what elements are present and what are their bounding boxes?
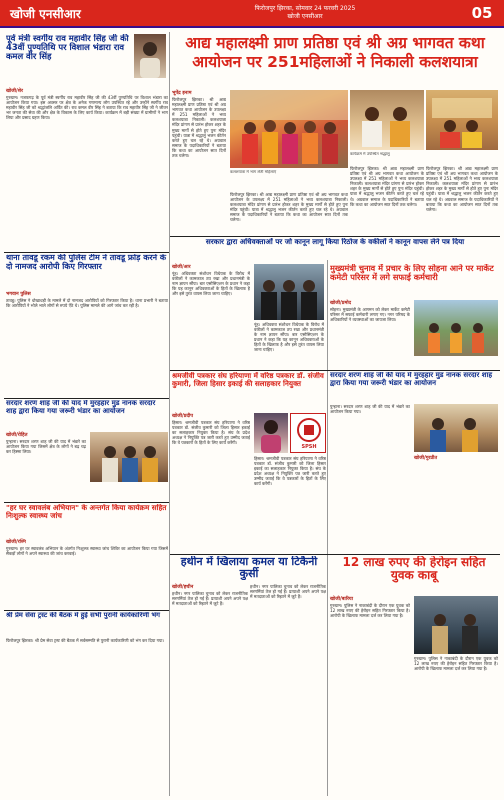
column-divider	[169, 32, 170, 796]
lead-body-col4: फिरोजपुर झिरका। श्री आद्य महालक्ष्मी प्राण प्रतिष्ठा एवं श्री अग्र भागवत कथा आयोजन के उपलक्ष्य में 251 महिलाओं ने भव्य कलशयात्रा निकाली। कलशयात्रा मंदिर प्रांगण से प्रारंभ होकर शहर के मुख्य मार्गों से होते हुए पुनः मंदिर पहुंची। यात्रा में श्रद्धालु भजन कीर्तन करते हुए चल रहे थे। अग्रवाल समाज के पदाधिकारियों ने बताया कि कथा का आयोजन सात दिनों तक चलेगा।	[230, 192, 348, 223]
masthead	[0, 0, 504, 26]
story-3-headline: सरकार द्वारा अधिवक्ताओं पर जो कानून लागू किया रिठोज के वकीलों ने कानून वापस लेने पत्र दिया	[205, 238, 465, 246]
story-4-body: तावडू। पुलिस ने धोखाधड़ी के मामले में दो नामजद आरोपियों को गिरफ्तार किया है। थाना प्रभारी ने बताया कि आरोपियों ने भोले भाले लोगों से रुपये ऐंठे थे। पुलिस मामले की आगे जांच कर रही है।	[6, 298, 168, 309]
story-6-portrait	[254, 413, 288, 453]
paper-name: खोजी एनसीआर	[10, 6, 81, 21]
portrait-icon	[254, 413, 288, 453]
story-3-body-col2: नूंह। अधिवक्ता संशोधन विधेयक के विरोध में वकीलों ने कामकाज ठप रखा और प्रधानमंत्री के नाम ज्ञापन सौंपा। बार एसोसिएशन के प्रधान ने कहा कि यह कानून अधिवक्ताओं के हितों के खिलाफ है और इसे तुरंत वापस लिया जाना चाहिए।	[254, 322, 324, 353]
section-divider	[4, 502, 169, 503]
portrait-icon	[134, 34, 166, 78]
story-1-body: गुरुग्राम। नजफगढ़ के पूर्व मंत्री स्वर्गीय राव महावीर सिंह जी की 43वीं पुण्यतिथि पर विशाल भंडारा का आयोजन किया गया। इस अवसर पर क्षेत्र के अनेक गणमान्य लोग उपस्थित रहे और उन्होंने स्वर्गीय राव महावीर सिंह जी को श्रद्धांजलि अर्पित की। राव कमल वीर सिंह ने बताया कि राव महावीर सिंह जी ने जीवन भर जनता की सेवा की और क्षेत्र के विकास के लिए कार्य किया। कार्यक्रम में बड़ी संख्या में ग्रामीणों ने भाग लिया और प्रसाद ग्रहण किया।	[6, 95, 168, 121]
header-rule	[0, 26, 504, 28]
issue-date-line: फिरोजपुर झिरका, सोमवार 24 फरवरी 2025	[254, 5, 356, 12]
section-divider	[170, 554, 500, 555]
gathering-scene-icon	[90, 432, 168, 482]
lead-photo-stage	[426, 90, 498, 150]
story-9-headline: हथीन में खिलाया कमल या टिकैनी कुर्सी	[180, 556, 318, 580]
story-9-byline: खोजी/हथीन	[172, 585, 194, 590]
column-divider	[327, 260, 328, 796]
story-8-byline: खोजी/रश्मि	[6, 540, 26, 545]
story-5-headline: मुख्यमंत्री चुनाव में प्रचार के लिए सोहना आने पर मार्केट कमेटी परिसर में लगे सफाई कर्मचारी	[330, 264, 494, 282]
ritual-scene-icon	[350, 90, 424, 150]
section-divider	[4, 252, 169, 253]
lead-byline: भूपेंद्र इनाम	[172, 91, 192, 96]
spsh-logo-text: SPSH	[301, 444, 317, 450]
story-4-headline: थाना तावडू रकम की पुलिस टीम ने तावडू फ्रोड़ करने के दो नामजद आरोपी किए गिरफ्तार	[6, 254, 166, 271]
lawyers-group-icon	[254, 264, 324, 320]
story-10-headline: 12 लाख रुपए की हेरोइन सहित युवक काबू	[342, 556, 486, 582]
lead-photo-procession	[230, 90, 348, 168]
stage-scene-icon	[426, 90, 498, 150]
story-11-headline: सरदार शरण शाह जी की याद में मुरहहार मुंड नानक सरदार शाह द्वारा किया गया जरूरी भंडार का आयोजन	[330, 372, 493, 387]
story-3-photo	[254, 264, 324, 320]
story-9-body-col1: हथीन। नगर पालिका चुनाव को लेकर राजनीतिक सरगर्मियां तेज हो गई हैं। प्रत्याशी अपने अपने पक्ष में मतदाताओं को रिझाने में जुटे हैं।	[172, 591, 248, 607]
lead-caption-1: कलशयात्रा में भाग लेती महिलाएं	[230, 170, 277, 174]
story-10-body-col2: गुरुग्राम। पुलिस ने नाकाबंदी के दौरान एक युवक को 12 लाख रुपए की हेरोइन सहित गिरफ्तार किया है। आरोपी के खिलाफ मामला दर्ज कर लिया गया है।	[414, 656, 498, 672]
section-divider	[4, 398, 169, 399]
issue-sub-line: खोजी एनसीआर	[287, 13, 323, 20]
story-11-body: पुन्हाना। सरदार शरण शाह जी की याद में भंडारे का आयोजन किया गया।	[330, 404, 410, 415]
spsh-logo	[290, 413, 326, 453]
story-3-body-col1: नूंह। अधिवक्ता संशोधन विधेयक के विरोध में वकीलों ने कामकाज ठप रखा और प्रधानमंत्री के नाम ज्ञापन सौंपा। बार एसोसिएशन के प्रधान ने कहा कि यह कानून अधिवक्ताओं के हितों के खिलाफ है और इसे तुरंत वापस लिया जाना चाहिए।	[172, 271, 250, 297]
page-number: 05	[471, 4, 493, 22]
story-8-headline: "हर घर स्वावलंब अभियान" के अन्तर्गत किया कार्यक्रम सहित निःशुल्क स्वास्थ्य जांच	[6, 504, 167, 520]
lead-body-col2: फिरोजपुर झिरका। श्री आद्य महालक्ष्मी प्राण प्रतिष्ठा एवं श्री अग्र भागवत कथा आयोजन के उपलक्ष्य में 251 महिलाओं ने भव्य कलशयात्रा निकाली। कलशयात्रा मंदिर प्रांगण से प्रारंभ होकर शहर के मुख्य मार्गों से होते हुए पुनः मंदिर पहुंची। यात्रा में श्रद्धालु भजन कीर्तन करते हुए चल रहे थे। अग्रवाल समाज के पदाधिकारियों ने बताया कि कथा का आयोजन सात दिनों तक चलेगा।	[350, 166, 424, 207]
lead-caption-2: कार्यक्रम में उपस्थित श्रद्धालु	[350, 152, 390, 156]
sweepers-scene-icon	[414, 300, 498, 356]
story-3-byline: खोजी/आर	[172, 265, 191, 270]
section-divider	[4, 610, 169, 611]
police-scene-icon	[414, 596, 498, 654]
story-12-body: फिरोजपुर झिरका। श्री प्रेम सेवा ट्रस्ट की बैठक में सर्वसम्मति से पुरानी कार्यकारिणी को भंग कर दिया गया।	[6, 638, 165, 643]
story-6-body-col2: हिसार। श्रमजीवी पत्रकार संघ हरियाणा ने वरिष्ठ पत्रकार डॉ. संजीव कुमारी को जिला हिसार इकाई का सलाहकार नियुक्त किया है। संघ के प्रदेश अध्यक्ष ने नियुक्ति पत्र जारी करते हुए उम्मीद जताई कि वे पत्रकारों के हितों के लिए कार्य करेंगी।	[254, 456, 326, 487]
story-5-body: सोहना। मुख्यमंत्री के आगमन को लेकर मार्केट कमेटी परिसर में सफाई कर्मचारी लगाए गए। नगर परिषद के अधिकारियों ने व्यवस्थाओं का जायजा लिया।	[330, 307, 410, 323]
story-7-byline: खोजी/रोहित	[6, 433, 28, 438]
story-7-photo	[90, 432, 168, 482]
lead-body-col1: फिरोजपुर झिरका। श्री आद्य महालक्ष्मी प्राण प्रतिष्ठा एवं श्री अग्र भागवत कथा आयोजन के उपलक्ष्य में 251 महिलाओं ने भव्य कलशयात्रा निकाली। कलशयात्रा मंदिर प्रांगण से प्रारंभ होकर शहर के मुख्य मार्गों से होते हुए पुनः मंदिर पहुंची। यात्रा में श्रद्धालु भजन कीर्तन करते हुए चल रहे थे। अग्रवाल समाज के पदाधिकारियों ने बताया कि कथा का आयोजन सात दिनों तक चलेगा।	[172, 97, 226, 159]
lead-body-col3: फिरोजपुर झिरका। श्री आद्य महालक्ष्मी प्राण प्रतिष्ठा एवं श्री अग्र भागवत कथा आयोजन के उपलक्ष्य में 251 महिलाओं ने भव्य कलशयात्रा निकाली। कलशयात्रा मंदिर प्रांगण से प्रारंभ होकर शहर के मुख्य मार्गों से होते हुए पुनः मंदिर पहुंची। यात्रा में श्रद्धालु भजन कीर्तन करते हुए चल रहे थे। अग्रवाल समाज के पदाधिकारियों ने बताया कि कथा का आयोजन सात दिनों तक चलेगा।	[426, 166, 498, 212]
story-6-headline: श्रमजीवी पत्रकार संघ हरियाणा में वरिष्ठ पत्रकार डॉ. संजीव कुमारी, जिला हिसार इकाई की सलाहकार नियुक्त	[172, 372, 324, 388]
story-1-headline: पूर्व मंत्री स्वर्गीय राव महावीर सिंह जी की 43वीं पुण्यतिथि पर विशाल भंडारा राव कमल वीर सिंह	[6, 34, 129, 62]
story-5-photo	[414, 300, 498, 356]
story-11-photo	[414, 404, 498, 452]
story-6-byline: खोजी/प्रदीप	[172, 414, 193, 419]
story-10-body-col1: गुरुग्राम। पुलिस ने नाकाबंदी के दौरान एक युवक को 12 लाख रुपए की हेरोइन सहित गिरफ्तार किया है। आरोपी के खिलाफ मामला दर्ज कर लिया गया है।	[330, 603, 410, 619]
story-11-byline: खोजी/गुरप्रीत	[414, 456, 438, 461]
story-9-body-col2: हथीन। नगर पालिका चुनाव को लेकर राजनीतिक सरगर्मियां तेज हो गई हैं। प्रत्याशी अपने अपने पक्ष में मतदाताओं को रिझाने में जुटे हैं।	[250, 584, 326, 600]
section-divider	[170, 370, 500, 371]
lead-photo-ritual	[350, 90, 424, 150]
story-12-headline: श्री प्रेम सेवा ट्रस्ट की बैठक में हुई सभी पुरानी कार्यकारिणी भंग	[6, 612, 160, 619]
story-7-headline: सरदार शरण शाह जी की याद में मुरहहार मुंड नानक सरदार शाह द्वारा किया गया जरूरी भंडार का आयोजन	[6, 400, 156, 415]
procession-scene-icon	[230, 90, 348, 168]
story-1-byline: खोजी/शेर	[6, 89, 23, 94]
lead-headline: आद्य महालक्ष्मी प्राण प्रतिष्ठा एवं श्री अग्र भागवत कथा आयोजन पर 251महिलाओं ने निकाली कलशयात्रा	[185, 34, 485, 71]
langar-scene-icon	[414, 404, 498, 452]
story-8-body: गुरुग्राम। हर घर स्वावलंब अभियान के अंतर्गत निःशुल्क स्वास्थ्य जांच शिविर का आयोजन किया गया जिसमें सैकड़ों लोगों ने अपने स्वास्थ्य की जांच करवाई।	[6, 546, 168, 557]
story-1-photo	[134, 34, 166, 78]
story-10-photo	[414, 596, 498, 654]
section-divider	[170, 236, 500, 237]
issue-meta	[150, 5, 460, 21]
story-4-byline: भगवान पुलिस	[6, 292, 31, 297]
story-10-byline: खोजी/बारिया	[330, 597, 353, 602]
story-7-body: पुन्हाना। सरदार शरण शाह जी की याद में भंडारे का आयोजन किया गया जिसमें क्षेत्र के लोगों ने बढ़ चढ़ कर हिस्सा लिया।	[6, 439, 86, 455]
story-6-body: हिसार। श्रमजीवी पत्रकार संघ हरियाणा ने वरिष्ठ पत्रकार डॉ. संजीव कुमारी को जिला हिसार इकाई का सलाहकार नियुक्त किया है। संघ के प्रदेश अध्यक्ष ने नियुक्ति पत्र जारी करते हुए उम्मीद जताई कि वे पत्रकारों के हितों के लिए कार्य करेंगी।	[172, 420, 250, 446]
story-5-byline: खोजी/प्रमोद	[330, 301, 352, 306]
